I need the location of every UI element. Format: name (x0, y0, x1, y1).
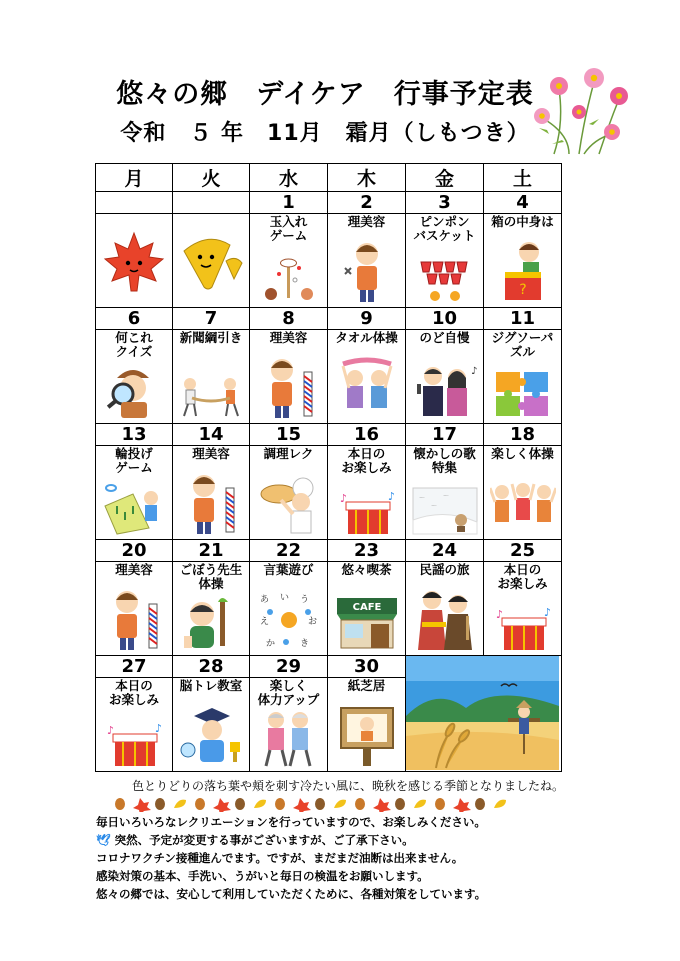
day-cell (96, 446, 173, 540)
day-cell (173, 214, 250, 308)
svg-text:い: い (279, 593, 289, 603)
day-cell (96, 562, 173, 656)
week-4-number-row (96, 540, 562, 562)
event-label: 紙芝居 (347, 678, 386, 693)
svg-text:♪: ♪ (387, 490, 395, 503)
day-cell (484, 214, 562, 308)
day-number (173, 192, 250, 214)
day-number: 17 (406, 424, 484, 446)
day-cell (96, 214, 173, 308)
event-label: 本日の お楽しみ (341, 446, 392, 475)
cosmos-flowers-icon (524, 64, 634, 156)
svg-text:え: え (259, 617, 269, 627)
winter-scene-icon (411, 486, 479, 536)
event-label: ピンポン バスケット (413, 214, 476, 243)
weekday-tue: 火 (173, 164, 250, 192)
event-label: 新聞綱引き (179, 330, 243, 345)
calendar-table (95, 163, 562, 772)
day-number: 14 (173, 424, 250, 446)
week-4-event-row (96, 562, 562, 656)
event-label: 輪投げ ゲーム (115, 446, 153, 475)
event-label: 本日の お楽しみ (497, 562, 548, 591)
day-number: 22 (250, 540, 328, 562)
day-cell (250, 446, 328, 540)
day-number: 7 (173, 308, 250, 330)
event-label: 楽しく 体力アップ (257, 678, 320, 707)
event-label: 玉入れ ゲーム (269, 214, 308, 243)
event-label: 理美容 (347, 214, 386, 229)
towel-exercise-icon (335, 356, 399, 420)
day-number: 2 (328, 192, 406, 214)
ginkgo-leaf-icon (178, 231, 244, 293)
weekday-wed: 水 (250, 164, 328, 192)
surprise-box-icon (336, 490, 398, 536)
day-number: 30 (328, 656, 406, 678)
surprise-box-icon (492, 606, 554, 652)
hairdresser-icon (339, 238, 395, 304)
event-label: 悠々喫茶 (341, 562, 392, 577)
event-label: 理美容 (269, 330, 308, 345)
day-cell (250, 330, 328, 424)
day-number: 23 (328, 540, 406, 562)
page-subtitle: 令和 ５ 年 11月 霜月（しもつき） (120, 121, 530, 146)
pingpong-cups-icon (413, 248, 477, 304)
ring-toss-icon (103, 480, 165, 536)
day-number: 16 (328, 424, 406, 446)
event-label: 民謡の旅 (419, 562, 470, 577)
day-number: 21 (173, 540, 250, 562)
day-number: 4 (484, 192, 562, 214)
weekday-header-row (96, 164, 562, 192)
svg-text:う: う (299, 595, 309, 605)
day-number: 11 (484, 308, 562, 330)
svg-text:〜: 〜 (430, 503, 437, 510)
event-label: 脳トレ教室 (179, 678, 243, 693)
day-number: 28 (173, 656, 250, 678)
day-cell (484, 446, 562, 540)
hairdresser-pole-icon (258, 354, 320, 420)
event-label: 調理レク (263, 446, 314, 461)
day-cell (250, 214, 328, 308)
svg-text:?: ? (518, 282, 527, 298)
svg-text:♪: ♪ (155, 722, 163, 735)
week-3-event-row (96, 446, 562, 540)
event-label: 理美容 (115, 562, 153, 577)
day-cell (406, 330, 484, 424)
day-cell (328, 678, 406, 772)
info-line-2-wrap (96, 832, 414, 848)
elderly-walking-icon (258, 708, 320, 768)
jigsaw-puzzle-icon (492, 368, 554, 420)
day-cell (328, 446, 406, 540)
event-label: 何これ クイズ (115, 330, 153, 359)
cafe-storefront-icon (333, 590, 401, 652)
weekday-sat: 土 (484, 164, 562, 192)
day-cell (250, 678, 328, 772)
event-label: 箱の中身は (491, 214, 554, 229)
word-game-icon (256, 590, 322, 652)
day-number: 13 (96, 424, 173, 446)
svg-text:〜: 〜 (418, 495, 425, 502)
surprise-box-icon (103, 722, 165, 768)
svg-text:♪: ♪ (495, 608, 503, 621)
svg-text:〜: 〜 (442, 493, 449, 500)
week-3-number-row (96, 424, 562, 446)
autumn-landscape-icon (406, 656, 559, 770)
day-number: 15 (250, 424, 328, 446)
info-line-5: 悠々の郷では、安心して利用していただくために、各種対策をしています。 (96, 887, 487, 901)
event-label: 言葉遊び (263, 562, 314, 577)
tug-of-war-icon (178, 374, 244, 420)
burdock-teacher-icon (180, 596, 242, 652)
autumn-leaves-border-icon (112, 796, 532, 812)
day-number: 6 (96, 308, 173, 330)
day-number: 9 (328, 308, 406, 330)
svg-text:か: か (265, 639, 275, 649)
svg-text:き: き (299, 639, 309, 649)
day-number: 25 (484, 540, 562, 562)
karaoke-singers-icon (413, 358, 477, 420)
day-cell (406, 446, 484, 540)
svg-text:♪: ♪ (543, 606, 551, 619)
weekday-thu: 木 (328, 164, 406, 192)
svg-text:お: お (307, 617, 317, 627)
chef-cooking-icon (257, 474, 321, 536)
folk-song-kimono-icon (414, 586, 476, 652)
svg-text:♪: ♪ (339, 492, 347, 505)
event-label: ごぼう先生 体操 (179, 562, 243, 591)
event-label: ジグソーパ ズル (491, 330, 554, 359)
day-number: 29 (250, 656, 328, 678)
ball-toss-game-icon (259, 254, 319, 304)
event-label: タオル体操 (335, 330, 398, 345)
day-cell (173, 330, 250, 424)
brain-training-graduate-icon (180, 706, 242, 768)
week-1-number-row (96, 192, 562, 214)
day-cell (328, 562, 406, 656)
info-line-2: 突然、予定が変更する事がございますが、ご了承下さい。 (114, 833, 414, 847)
day-cell (96, 678, 173, 772)
group-exercise-icon (490, 480, 556, 536)
day-cell (250, 562, 328, 656)
hairdresser-pole-icon (180, 470, 242, 536)
cafe-sign: CAFE (352, 602, 381, 613)
event-label: 本日の お楽しみ (108, 678, 159, 707)
day-number (96, 192, 173, 214)
week-5-event-row (96, 678, 562, 772)
weekday-mon: 月 (96, 164, 173, 192)
day-number: 20 (96, 540, 173, 562)
info-line-3: コロナワクチン接種進んでます。ですが、まだまだ油断は出来ません。 (96, 851, 464, 865)
day-number: 18 (484, 424, 562, 446)
info-line-4: 感染対策の基本、手洗い、うがいと毎日の検温をお願いします。 (96, 869, 429, 883)
day-cell (173, 562, 250, 656)
day-number: 8 (250, 308, 328, 330)
day-number: 1 (250, 192, 328, 214)
maple-leaf-icon (101, 229, 167, 295)
svg-text:♪: ♪ (107, 724, 115, 737)
week-2-number-row (96, 308, 562, 330)
week-1-event-row (96, 214, 562, 308)
day-cell (96, 330, 173, 424)
day-cell (328, 330, 406, 424)
event-label: 懐かしの歌 特集 (413, 446, 476, 475)
day-cell (484, 330, 562, 424)
event-label: 楽しく体操 (491, 446, 554, 461)
info-line-1: 毎日いろいろなレクリエーションを行っていますので、お楽しみください。 (96, 815, 486, 829)
detective-magnifier-icon (105, 360, 163, 420)
week-2-event-row (96, 330, 562, 424)
mystery-box-icon (493, 238, 553, 304)
day-number: 10 (406, 308, 484, 330)
svg-text:あ: あ (259, 595, 269, 605)
weekday-fri: 金 (406, 164, 484, 192)
day-cell (406, 214, 484, 308)
day-cell (484, 562, 562, 656)
kamishibai-theater-icon (335, 702, 399, 768)
svg-text:♪: ♪ (470, 366, 477, 377)
bird-icon: 🕊 (96, 833, 111, 847)
day-number: 3 (406, 192, 484, 214)
page-title: 悠々の郷 デイケア 行事予定表 (116, 79, 534, 110)
day-number: 27 (96, 656, 173, 678)
day-cell (173, 678, 250, 772)
day-number: 24 (406, 540, 484, 562)
day-cell (173, 446, 250, 540)
autumn-landscape-cell (406, 678, 562, 772)
event-label: 理美容 (192, 446, 230, 461)
event-label: のど自慢 (419, 330, 470, 345)
season-note: 色とりどりの落ち葉や頬を刺す冷たい風に、晩秋を感じる季節となりましたね。 (131, 779, 564, 793)
day-cell (406, 562, 484, 656)
day-cell (328, 214, 406, 308)
hairdresser-pole-icon (103, 586, 165, 652)
